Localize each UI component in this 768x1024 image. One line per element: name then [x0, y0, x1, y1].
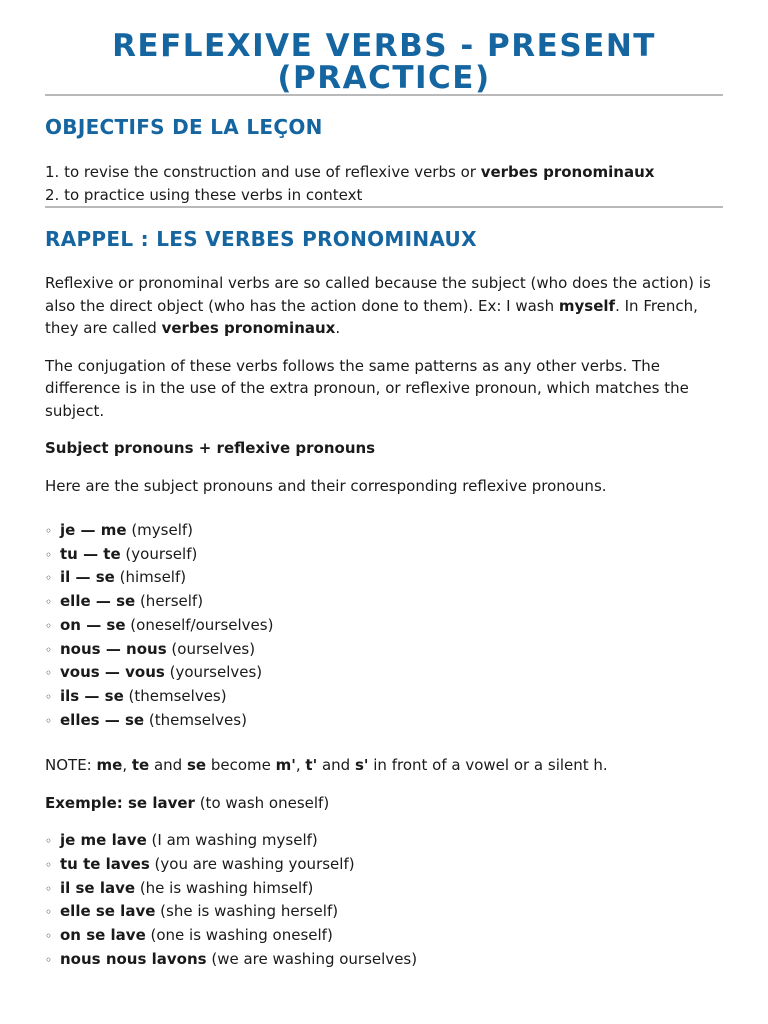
intro-text: . In French, they are called [45, 296, 698, 337]
note-paragraph [45, 754, 723, 777]
circle-bullet-icon: ◦ [45, 666, 53, 681]
pronouns-list [45, 519, 723, 732]
conjugated-form: elle se lave [60, 902, 156, 921]
list-item [45, 614, 723, 638]
note-text: , [295, 756, 306, 775]
circle-bullet-icon: ◦ [45, 524, 53, 538]
list-item [45, 877, 723, 901]
translation: (I am washing myself) [146, 831, 318, 850]
exemple-heading [45, 792, 723, 815]
objectives-list [45, 161, 723, 206]
conjugated-form: nous nous lavons [60, 949, 207, 968]
list-item [45, 685, 723, 709]
divider [45, 206, 723, 208]
translation: (we are washing ourselves) [206, 949, 418, 968]
circle-bullet-icon: ◦ [45, 571, 53, 586]
conjugated-form: tu te laves [60, 855, 150, 874]
pronoun-pair: tu — te [60, 544, 121, 563]
note-text: become [206, 756, 276, 775]
pronoun-gloss: (oneself/ourselves) [125, 615, 274, 634]
pronoun-gloss: (himself) [114, 568, 187, 587]
pronouns-subheading-text: Subject pronouns + reflexive pronouns [45, 439, 376, 457]
pronoun-gloss: (yourselves) [164, 663, 263, 682]
circle-bullet-icon: ◦ [45, 618, 53, 633]
intro-bold: myself [558, 296, 616, 315]
pronoun-gloss: (myself) [126, 521, 194, 539]
circle-bullet-icon: ◦ [45, 881, 53, 896]
title-line-2: (PRACTICE) [277, 60, 491, 96]
pronouns-intro: Here are the subject pronouns and their corresponding reflexive pronouns. [45, 476, 607, 495]
circle-bullet-icon: ◦ [45, 858, 53, 873]
pronoun-pair: je — me [60, 521, 127, 539]
circle-bullet-icon: ◦ [45, 952, 53, 967]
pronoun-gloss: (herself) [135, 592, 204, 611]
note-text: , [122, 756, 132, 775]
pronoun-pair: nous — nous [60, 639, 167, 658]
intro-text: . [335, 319, 341, 337]
note-text: and [149, 756, 187, 775]
pronoun-gloss: (ourselves) [166, 639, 256, 658]
pronoun-pair: ils — se [60, 686, 124, 705]
exemple-gloss: (to wash oneself) [194, 793, 330, 812]
pronoun-pair: elles — se [60, 710, 145, 729]
pronoun-gloss: (themselves) [144, 710, 247, 729]
translation: (you are washing yourself) [149, 855, 355, 874]
intro-text: Reflexive or pronominal verbs are so called because the subject (who does the action) is also the direct object (who has the action done to them). Ex: I wash [45, 274, 711, 315]
circle-bullet-icon: ◦ [45, 642, 53, 657]
list-item [45, 543, 723, 567]
list-item [45, 853, 723, 877]
note-text: in front of a vowel or a silent h. [368, 756, 608, 775]
list-item [45, 566, 723, 590]
pronoun-pair: vous — vous [60, 663, 165, 682]
exemple-verb: Exemple: se laver [45, 793, 195, 812]
objective-text: 2. to practice using these verbs in context [45, 185, 363, 204]
list-item [45, 661, 723, 685]
note-bold: me [96, 756, 123, 775]
pronouns-subheading [45, 437, 723, 460]
circle-bullet-icon: ◦ [45, 595, 53, 610]
list-item [45, 924, 723, 948]
translation: (she is washing herself) [155, 902, 339, 921]
note-text: NOTE: [45, 756, 97, 775]
page-title [45, 30, 723, 94]
objective-item [45, 161, 723, 184]
translation: (he is washing himself) [135, 878, 314, 897]
conjugated-form: je me lave [60, 831, 147, 850]
conjugated-form: il se lave [60, 878, 136, 897]
objectifs-heading: OBJECTIFS DE LA LEÇON [45, 115, 323, 139]
note-text: and [317, 756, 355, 775]
list-item [45, 590, 723, 614]
objective-text: 1. to revise the construction and use of reflexive verbs or [45, 163, 481, 181]
list-item [45, 709, 723, 733]
pronoun-gloss: (themselves) [123, 686, 227, 705]
document-page [45, 0, 723, 988]
translation: (one is washing oneself) [145, 926, 333, 945]
list-item [45, 900, 723, 924]
objective-item [45, 184, 723, 207]
circle-bullet-icon: ◦ [45, 713, 53, 728]
pronoun-pair: on — se [60, 615, 126, 634]
list-item [45, 519, 723, 543]
circle-bullet-icon: ◦ [45, 689, 53, 704]
note-bold: te [131, 756, 150, 775]
pronoun-gloss: (yourself) [120, 544, 198, 563]
circle-bullet-icon: ◦ [45, 834, 53, 849]
note-bold: s' [354, 756, 369, 775]
pronoun-pair: elle — se [60, 592, 136, 611]
title-line-1: REFLEXIVE VERBS - PRESENT [112, 28, 656, 64]
list-item [45, 829, 723, 853]
pronoun-pair: il — se [60, 568, 115, 587]
circle-bullet-icon: ◦ [45, 547, 53, 562]
note-bold: se [186, 756, 207, 775]
list-item [45, 638, 723, 662]
note-bold: t' [305, 756, 318, 775]
rappel-heading: RAPPEL : LES VERBES PRONOMINAUX [45, 227, 477, 251]
examples-list [45, 829, 723, 971]
conjugation-paragraph: The conjugation of these verbs follows the same patterns as any other verbs. The difference is in the use of the extra pronoun, or reflexive pronoun, which matches the subject. [45, 356, 689, 420]
circle-bullet-icon: ◦ [45, 929, 53, 944]
note-bold: m' [275, 756, 296, 775]
objective-bold-term: verbes pronominaux [480, 163, 655, 181]
conjugated-form: on se lave [60, 926, 146, 945]
list-item [45, 948, 723, 972]
circle-bullet-icon: ◦ [45, 905, 53, 920]
intro-bold: verbes pronominaux [161, 319, 336, 337]
intro-paragraph [45, 272, 723, 340]
